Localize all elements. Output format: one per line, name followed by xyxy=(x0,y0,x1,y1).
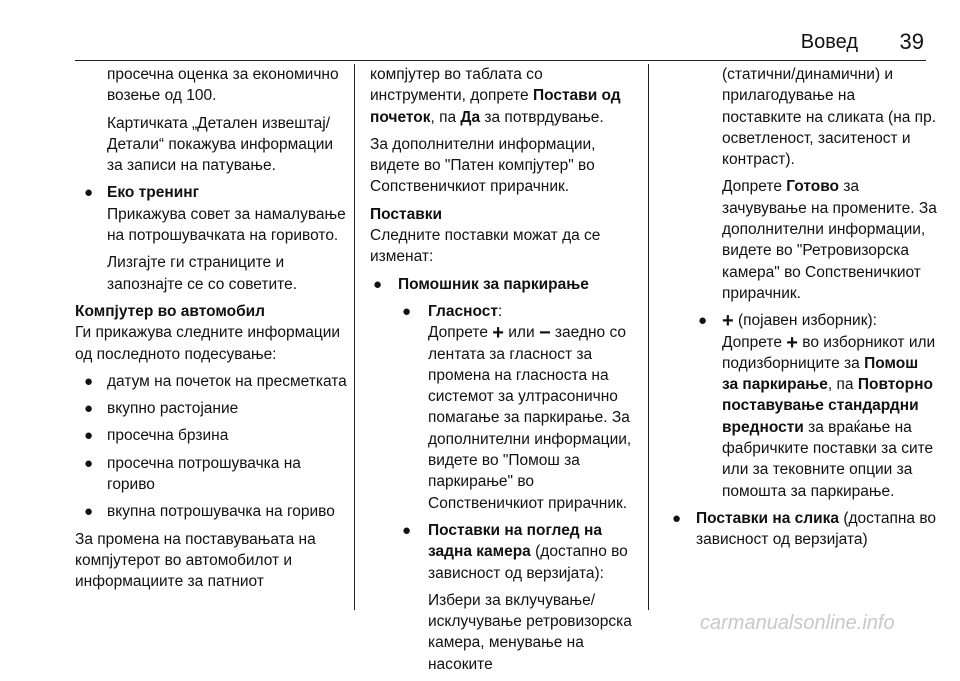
paragraph: Следните поставки можат да се изменат: xyxy=(370,227,601,266)
item-title: Еко тренинг xyxy=(107,184,200,202)
list-item: ● просечна потрошувачка на гориво xyxy=(84,454,301,494)
section-heading: Поставки xyxy=(370,205,443,223)
paragraph: Допрете Готово за зачувување на промените. За дополнителни информации, видете во "Ретровизорска камера" во Сопственичкиот прирачник. xyxy=(722,178,937,302)
paragraph: Картичката „Детален извештај/Детали“ покажува информации за записи на патување. xyxy=(107,114,334,175)
list-item: ● + (појавен изборник): Допрете + во изборникот или подизборниците за Помош за паркирање, па Повторно поставување стандардни вредности за враќање на фабричките поставки за сите или за тековните опции за помошта за паркирање. xyxy=(668,310,938,502)
paragraph: Допрете + во изборникот или подизборниците за Помош за паркирање, па Повторно поставување стандардни вредности за враќање на фабричките поставки за сите или за тековните опции за помошта за паркирање. xyxy=(722,331,936,500)
section-title: Вовед xyxy=(800,31,858,53)
bullet-icon: ● xyxy=(84,427,94,445)
bullet-icon: ● xyxy=(698,312,708,330)
paragraph: За промена на поставувањата на компјутерот во автомобилот и информациите за патниот xyxy=(75,530,316,591)
list-item: ● просечна брзина xyxy=(75,425,350,446)
bullet-icon: ● xyxy=(84,503,94,521)
bullet-icon: ● xyxy=(373,275,383,293)
bullet-icon: ● xyxy=(402,302,412,320)
paragraph: компјутер во таблата со инструменти, допрете Постави од почеток, па Да за потврдување. xyxy=(370,66,621,126)
paragraph: (статични/динамични) и прилагодување на поставките на сликата (на пр. осветленост, заситеност и контраст). xyxy=(722,66,936,169)
list-item: ● вкупно растојание xyxy=(75,398,350,419)
bullet-icon: ● xyxy=(84,184,94,202)
paragraph: Избери за вклучување/исклучување ретровизорска камера, менување на насоките xyxy=(428,591,632,673)
column-divider xyxy=(648,64,649,610)
column-1 xyxy=(75,64,350,599)
list-item xyxy=(75,182,350,294)
header-rule xyxy=(75,60,926,61)
paragraph: Допрете + или − заедно со лентата за гласност за промена на гласноста на системот за ултрасонично помагање за паркирање. За дополнителни информации, видете во "Помош за паркирање" во Сопственичкиот прирачник. xyxy=(428,322,632,512)
plus-icon: + xyxy=(722,310,734,333)
paragraph: просечна оценка за економично возење од 100. xyxy=(107,66,339,105)
bullet-icon: ● xyxy=(84,454,94,472)
bullet-icon: ● xyxy=(672,509,682,527)
paragraph: За дополнителни информации, видете во "Патен компјутер" во Сопственичкиот прирачник. xyxy=(370,135,596,196)
list-item: ● Поставки на поглед на задна камера (достапно во зависност од верзијата): Избери за вклучување/исклучување ретровизорска камера, менување на насоките xyxy=(370,520,635,675)
minus-icon: − xyxy=(538,322,551,345)
paragraph: Прикажува совет за намалување на потрошувачката на горивото. xyxy=(107,205,346,245)
bullet-icon: ● xyxy=(84,400,94,418)
page-header xyxy=(0,0,960,60)
watermark: carmanualsonline.info xyxy=(700,612,895,634)
column-2 xyxy=(370,64,635,681)
bullet-icon: ● xyxy=(402,521,412,539)
list-item xyxy=(370,274,635,295)
item-title: Помошник за паркирање xyxy=(398,275,589,293)
plus-icon: + xyxy=(786,331,798,354)
paragraph: Лизгајте ги страниците и запознајте се со советите. xyxy=(107,254,297,293)
list-item: ● датум на почеток на пресметката xyxy=(75,371,350,392)
list-item: ● Поставки на слика (достапна во зависност од верзијата) xyxy=(672,509,937,549)
plus-icon: + xyxy=(492,322,504,345)
list-item: ● Гласност: Допрете + или − заедно со лентата за гласност за промена на гласноста на системот за ултрасонично помагање за паркирање. За дополнителни информации, видете во "Помош за паркирање" во Сопственичкиот прирачник. xyxy=(370,301,635,514)
section-heading: Компјутер во автомобил xyxy=(75,302,266,320)
page-number: 39 xyxy=(899,29,924,54)
paragraph: Ги прикажува следните информации од последното подесување: xyxy=(75,324,341,363)
bullet-icon: ● xyxy=(84,372,94,390)
column-divider xyxy=(354,64,355,610)
list-item: ● вкупна потрошувачка на гориво xyxy=(75,501,350,522)
column-3 xyxy=(668,64,938,557)
